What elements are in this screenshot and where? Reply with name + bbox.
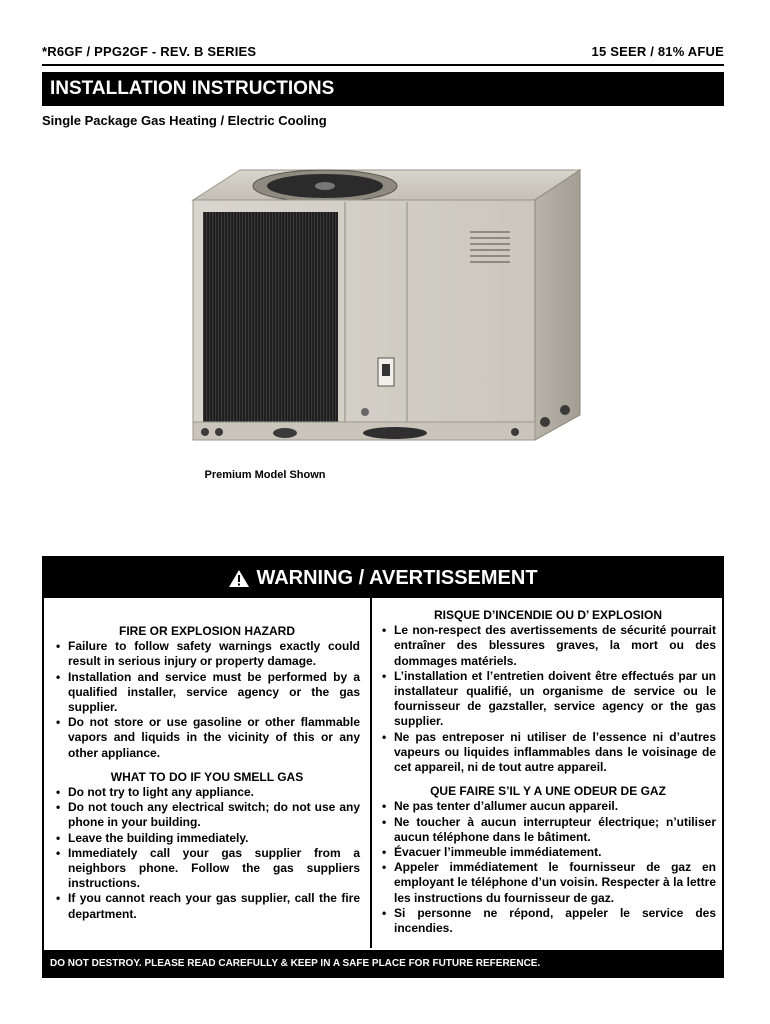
english-warning-column — [54, 624, 360, 922]
warning-box — [42, 556, 724, 978]
list-item: • Do not touch any electrical switch; do not use any phone in your building. — [54, 800, 360, 830]
list-item: • Ne pas tenter d’allumer aucun appareil. — [380, 799, 716, 814]
list-item: • Le non-respect des avertissements de sécurité pourrait entraîner des blessures graves, la mort ou des dommages matériels. — [380, 623, 716, 669]
header-rule — [42, 64, 724, 66]
product-unit-image — [185, 160, 590, 480]
page-title: INSTALLATION INSTRUCTIONS — [42, 72, 724, 106]
list-item: • Installation and service must be performed by a qualified installer, service agency or the gas supplier. — [54, 670, 360, 716]
list-item: • Appeler immédiatement le fournisseur de gaz en employant le téléphone d’un voisin. Respecter à la lettre les instructions du fournisseur de gaz. — [380, 860, 716, 906]
list-item: • Do not try to light any appliance. — [54, 785, 360, 800]
list-item: • Si personne ne répond, appeler le service des incendies. — [380, 906, 716, 936]
warning-triangle-icon — [228, 569, 250, 588]
list-item: • L’installation et l’entretien doivent être effectués par un installateur qualifié, un organisme de service ou le fournisseur de gazstaller, service agency or the gas supplier. — [380, 669, 716, 730]
fire-hazard-title: FIRE OR EXPLOSION HAZARD — [118, 624, 295, 638]
footer-notice: DO NOT DESTROY. PLEASE READ CAREFULLY & KEEP IN A SAFE PLACE FOR FUTURE REFERENCE. — [44, 950, 722, 976]
list-item: • Ne toucher à aucun interrupteur électrique; n’utiliser aucun téléphone dans le bâtiment. — [380, 815, 716, 845]
column-divider — [370, 598, 372, 948]
list-item: • Leave the building immediately. — [54, 831, 360, 846]
page-subtitle: Single Package Gas Heating / Electric Cooling — [42, 113, 327, 128]
list-item: • Do not store or use gasoline or other flammable vapors and liquids in the vicinity of this or any other appliance. — [54, 715, 360, 761]
smell-gas-title: WHAT TO DO IF YOU SMELL GAS — [110, 769, 304, 784]
warning-heading-text: WARNING / AVERTISSEMENT — [256, 566, 538, 589]
list-item: • Failure to follow safety warnings exactly could result in serious injury or property damage. — [54, 639, 360, 669]
list-item: • Immediately call your gas supplier from a neighbors phone. Follow the gas suppliers instructions. — [54, 846, 360, 892]
efficiency-ratings: 15 SEER / 81% AFUE — [591, 44, 724, 59]
series-label: *R6GF / PPG2GF - REV. B SERIES — [42, 44, 257, 59]
warning-heading — [44, 558, 722, 598]
list-item: • Évacuer l’immeuble immédiatement. — [380, 845, 716, 860]
image-caption: Premium Model Shown — [204, 469, 326, 481]
list-item: • If you cannot reach your gas supplier, call the fire department. — [54, 891, 360, 921]
french-warning-column — [380, 608, 716, 936]
risque-incendie-title: RISQUE D’INCENDIE OU D’ EXPLOSION — [433, 608, 663, 622]
list-item: • Ne pas entreposer ni utiliser de l’essence ni d’autres vapeurs ou liquides inflammables dans le voisinage de cet appareil, ni de tout autre appareil. — [380, 730, 716, 776]
odeur-gaz-title: QUE FAIRE S’IL Y A UNE ODEUR DE GAZ — [430, 784, 666, 799]
